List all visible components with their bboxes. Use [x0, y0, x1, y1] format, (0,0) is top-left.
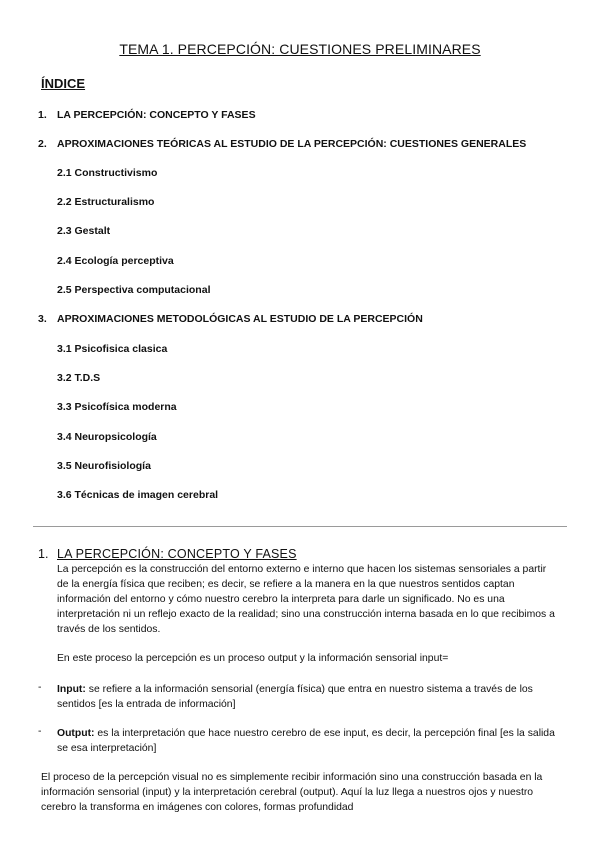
page-title: TEMA 1. PERCEPCIÓN: CUESTIONES PRELIMINARES: [119, 41, 481, 57]
toc-item-text: APROXIMACIONES METODOLÓGICAS AL ESTUDIO DE LA PERCEPCIÓN: [57, 313, 423, 325]
toc-item-number: 1.: [38, 109, 47, 121]
toc-subitem-2-5: 2.5 Perspectiva computacional: [57, 284, 211, 296]
bullet-dash: -: [38, 726, 42, 737]
bullet-input-text: se refiere a la información sensorial (energía física) que entra en nuestro sistema a través de los sentidos [es la entrada de información]: [57, 684, 533, 710]
paragraph-input-output: En este proceso la percepción es un proceso output y la información sensorial input=: [57, 653, 449, 664]
toc-subitem-2-1: 2.1 Constructivismo: [57, 167, 158, 179]
section-divider: [33, 526, 567, 527]
bullet-dash: -: [38, 682, 42, 693]
section-title: LA PERCEPCIÓN: CONCEPTO Y FASES: [57, 547, 297, 561]
toc-subitem-2-2: 2.2 Estructuralismo: [57, 196, 155, 208]
toc-item-text: APROXIMACIONES TEÓRICAS AL ESTUDIO DE LA PERCEPCIÓN: CUESTIONES GENERALES: [57, 138, 527, 150]
bullet-output-text: es la interpretación que hace nuestro cerebro de ese input, es decir, la percepción final [es la salida se esa interpretación]: [57, 728, 555, 754]
bullet-input: [57, 682, 567, 712]
paragraph-definition: La percepción es la construcción del entorno externo e interno que hacen los sistemas sensoriales a partir de la energía física que reciben; es decir, se refiere a la manera en la que nuestros sentidos captan información del entorno y cómo nuestro cerebro la interpreta para darle un significado. No es una interpretación ni un reflejo exacto de la realidad; sino una construcción interna basada en lo que recibimos a través de los sentidos.: [57, 564, 555, 635]
paragraph-visual-perception: El proceso de la percepción visual no es simplemente recibir información sino una construcción basada en la información sensorial (input) y la interpretación cerebral (output). Aquí la luz llega a nuestros ojos y nuestro cerebro la transforma en imágenes con colores, formas profundidad: [41, 772, 543, 813]
toc-item-number: 2.: [38, 138, 47, 150]
toc-subitem-3-2: 3.2 T.D.S: [57, 372, 101, 384]
toc-subitem-2-3: 2.3 Gestalt: [57, 225, 111, 237]
index-heading: ÍNDICE: [41, 76, 86, 91]
toc-subitem-3-6: 3.6 Técnicas de imagen cerebral: [57, 489, 219, 501]
toc-subitem-3-5: 3.5 Neurofisiología: [57, 460, 151, 472]
toc-item-number: 3.: [38, 313, 47, 325]
section-number: 1.: [38, 547, 49, 561]
bullet-input-label: Input:: [57, 684, 86, 695]
toc-subitem-2-4: 2.4 Ecología perceptiva: [57, 255, 174, 267]
bullet-output: [57, 726, 567, 756]
toc-subitem-3-4: 3.4 Neuropsicología: [57, 431, 157, 443]
toc-item-text: LA PERCEPCIÓN: CONCEPTO Y FASES: [57, 109, 256, 121]
toc-subitem-3-3: 3.3 Psicofísica moderna: [57, 401, 177, 413]
bullet-output-label: Output:: [57, 728, 95, 739]
toc-subitem-3-1: 3.1 Psicofisica clasica: [57, 343, 168, 355]
